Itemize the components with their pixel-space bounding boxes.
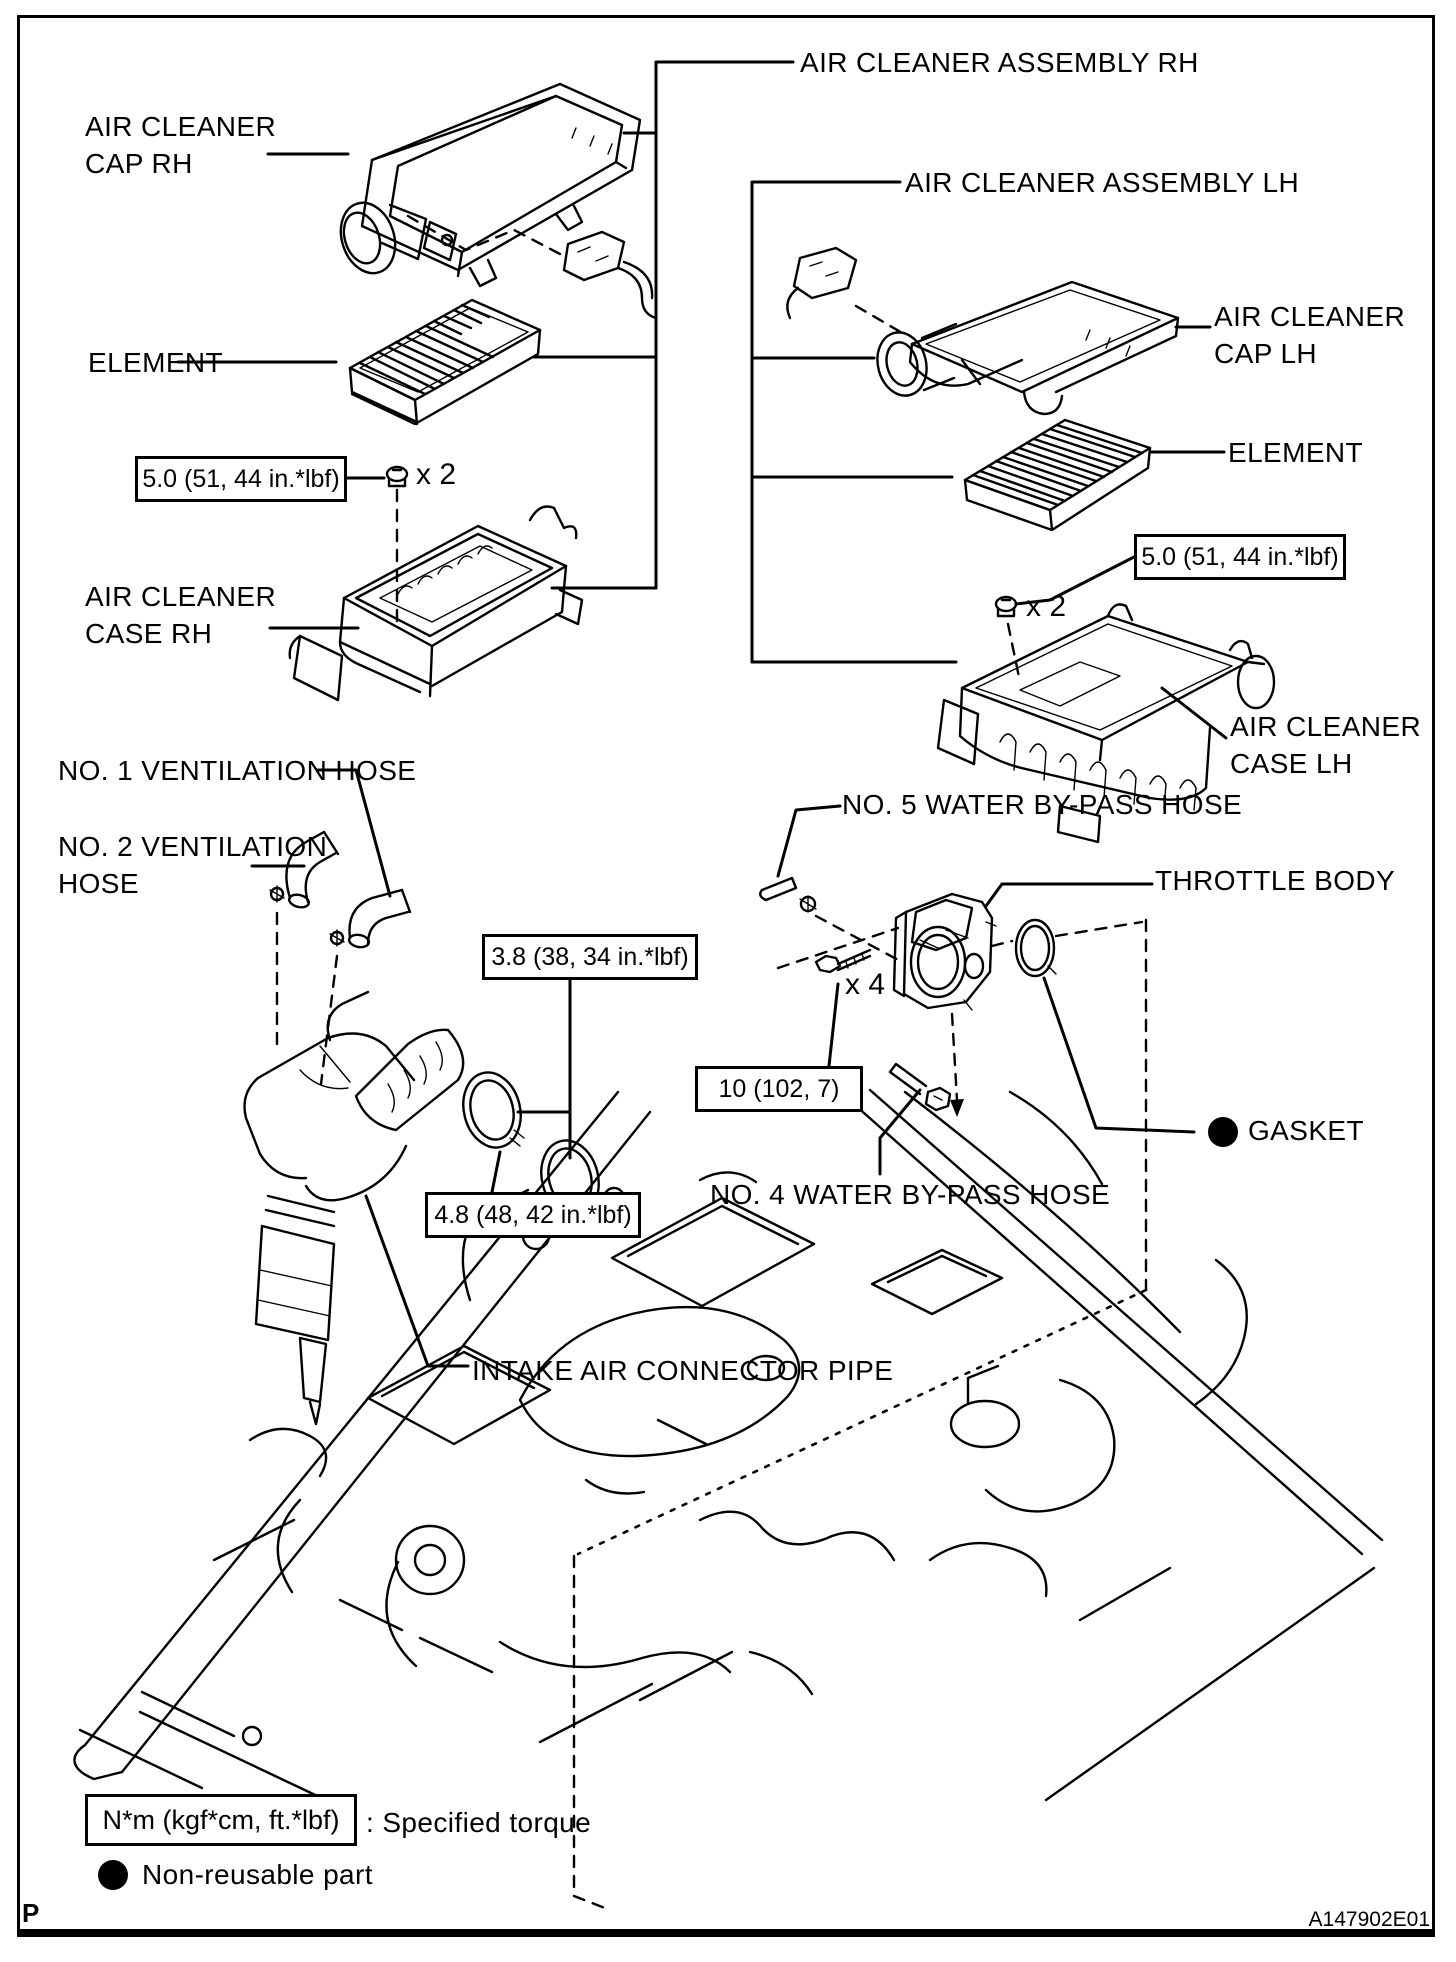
label-cap-rh-line2: CAP RH [85, 148, 193, 179]
throttle-body-drawing [894, 894, 996, 1010]
element-lh-drawing [965, 420, 1150, 530]
maf-connector-lh-drawing [787, 248, 856, 318]
label-cap-rh-line1: AIR CLEANER [85, 111, 277, 142]
label-case-rh-line2: CASE RH [85, 618, 213, 649]
quantity-case-rh-nuts: x 2 [416, 458, 457, 491]
legend-torque-caption: : Specified torque [366, 1807, 592, 1838]
label-assembly-lh: AIR CLEANER ASSEMBLY LH [905, 167, 1300, 198]
hose-clamp-icon-2 [330, 930, 344, 946]
torque-spec-box-38: 3.8 (38, 34 in.*lbf) [482, 934, 698, 980]
label-vent-hose-2-line1: NO. 2 VENTILATION [58, 831, 328, 862]
vent-hose-1-drawing [348, 890, 410, 949]
figure-code: A147902E01 [1308, 1908, 1430, 1931]
label-cap-lh [1214, 298, 1405, 372]
label-vent-hose-2 [58, 828, 327, 902]
nut-icon-lh [996, 597, 1016, 616]
page-marker: P [22, 1898, 40, 1928]
torque-spec-box-10: 10 (102, 7) [695, 1066, 863, 1112]
nut-icon-rh [387, 467, 407, 486]
label-throttle-body: THROTTLE BODY [1155, 865, 1396, 896]
cap-rh-drawing [332, 84, 640, 286]
label-intake-pipe: INTAKE AIR CONNECTOR PIPE [472, 1355, 894, 1386]
label-cap-lh-line2: CAP LH [1214, 338, 1318, 369]
label-vent-hose-1: NO. 1 VENTILATION HOSE [58, 755, 417, 786]
element-rh-drawing [350, 300, 540, 424]
legend-nonreusable-caption: Non-reusable part [142, 1859, 373, 1890]
case-rh-drawing [290, 507, 582, 701]
quantity-case-lh-nuts: x 2 [1026, 590, 1067, 623]
label-cap-rh [85, 108, 276, 182]
label-water-bypass-5: NO. 5 WATER BY-PASS HOSE [842, 789, 1243, 820]
water-bypass-hose-5-drawing [760, 878, 816, 912]
label-case-lh-line1: AIR CLEANER [1230, 711, 1422, 742]
label-gasket: GASKET [1248, 1115, 1364, 1146]
gasket-ring-drawing [1016, 920, 1056, 976]
torque-spec-box-48: 4.8 (48, 42 in.*lbf) [425, 1192, 641, 1238]
label-element-lh: ELEMENT [1228, 437, 1364, 468]
cap-lh-drawing [871, 282, 1178, 414]
label-case-lh-line2: CASE LH [1230, 748, 1353, 779]
label-cap-lh-line1: AIR CLEANER [1214, 301, 1406, 332]
legend-torque-unit-box: N*m (kgf*cm, ft.*lbf) [85, 1794, 357, 1846]
label-case-rh-line1: AIR CLEANER [85, 581, 277, 612]
nonreusable-dot-gasket-icon [1208, 1117, 1238, 1147]
torque-spec-box-case-rh: 5.0 (51, 44 in.*lbf) [135, 456, 347, 502]
label-case-lh [1230, 708, 1421, 782]
label-vent-hose-2-line2: HOSE [58, 868, 139, 899]
torque-spec-box-case-lh: 5.0 (51, 44 in.*lbf) [1134, 534, 1346, 580]
hose-clamp-ring-a [456, 1066, 529, 1153]
nonreusable-dot-icon [98, 1860, 128, 1890]
label-assembly-rh: AIR CLEANER ASSEMBLY RH [800, 47, 1199, 78]
label-case-rh [85, 578, 276, 652]
maf-connector-rh-drawing [564, 232, 656, 318]
leader-lines [178, 62, 1226, 1366]
label-water-bypass-4: NO. 4 WATER BY-PASS HOSE [710, 1179, 1111, 1210]
label-element-rh: ELEMENT [88, 347, 224, 378]
quantity-throttle-bolts: x 4 [845, 968, 886, 1001]
